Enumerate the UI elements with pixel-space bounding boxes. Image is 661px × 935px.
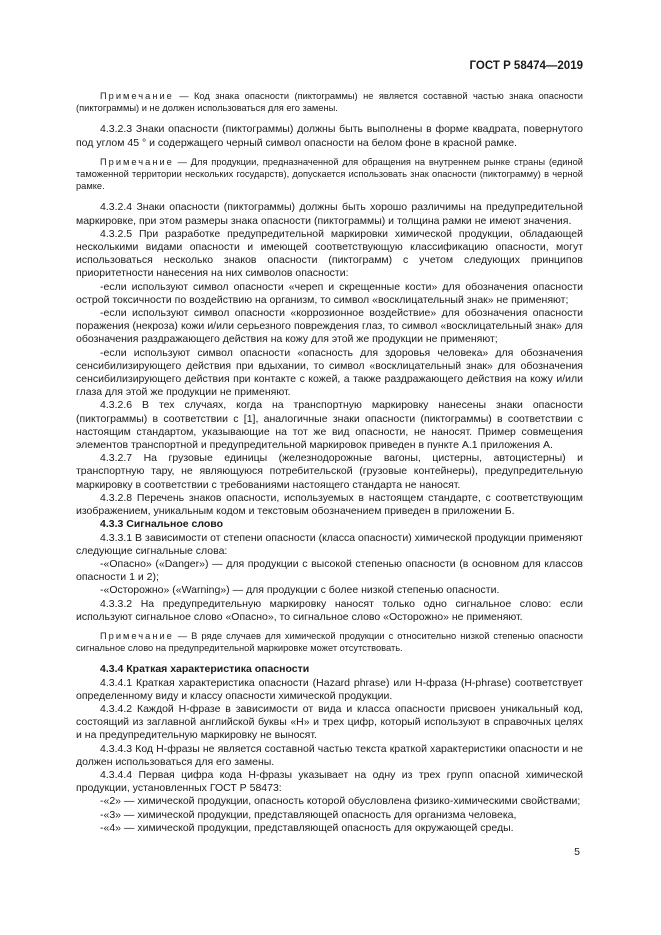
list-item-text: если используют символ опасности «коррозионное воздействие» для обозначения опасности поражения (некроза) кожи и/или серьезного повреждения глаз, то символ «восклицательный знак» для обозначения раздражающего действия на кожу для этой же продукции не применяют; (76, 307, 583, 346)
list-item-text: «4» — химической продукции, представляющей опасность для окружающей среды. (103, 821, 514, 834)
dash-marker: - (100, 346, 104, 359)
dash-marker: - (100, 821, 104, 834)
clause-4-3-4-3: 4.3.4.3 Код Н-фразы не является составной частью текста краткой характеристики опасности и не должен использоваться для его замены. (76, 742, 583, 768)
list-item (76, 822, 583, 835)
list-item (76, 347, 583, 400)
note-text: — В ряде случаев для химической продукции с относительно низкой степенью опасности сигнальное слово на предупредительной маркировке может отсутствовать. (76, 630, 583, 654)
list-item-text: «Осторожно» («Warning») — для продукции с более низкой степенью опасности. (103, 584, 500, 597)
list-item (76, 584, 583, 597)
list-item (76, 307, 583, 347)
list-item-text: если используют символ опасности «опасность для здоровья человека» для обозначения сенсибилизирующего действия при вдыхании, то символ «восклицательный знак» для обозначения сенсибилизирующего действия при контакте с кожей, а также раздражающего действия на кожу и/или глаза для этой же продукции не применяют. (76, 346, 583, 399)
clause-4-3-4-1: 4.3.4.1 Краткая характеристика опасности (Hazard phrase) или Н-фраза (H-phrase) соответствует определенному виду и классу опасности химической продукции. (76, 676, 583, 702)
clause-4-3-3-2: 4.3.3.2 На предупредительную маркировку наносят только одно сигнальное слово: если используют сигнальное слово «Опасно», то сигнальное слово «Осторожно» не применяют. (76, 597, 583, 623)
section-heading-4-3-4: 4.3.4 Краткая характеристика опасности (100, 663, 310, 676)
note-pictogram-code (76, 90, 583, 114)
clause-4-3-2-7: 4.3.2.7 На грузовые единицы (железнодорожные вагоны, цистерны, автоцистерны) и транспортную тару, не являющуюся потребительской (грузовые контейнеры), предупредительную маркировку в соответствии с требованиями настоящего стандарта не наносят. (76, 452, 583, 491)
dash-marker: - (100, 557, 104, 570)
dash-marker: - (100, 795, 104, 808)
list-item (76, 795, 583, 808)
dash-marker: - (100, 307, 104, 320)
document-body (76, 90, 583, 835)
list-item-text: «3» — химической продукции, представляющей опасность для организма человека, (103, 808, 517, 821)
clause-4-3-4-2: 4.3.4.2 Каждой Н-фразе в зависимости от вида и класса опасности присвоен уникальный код, состоящий из заглавной английской буквы «Н» и трех цифр, который используют в справочных целях и на предупредительную маркировку не выносят. (76, 702, 583, 742)
clause-4-3-2-4: 4.3.2.4 Знаки опасности (пиктограммы) должны быть хорошо различимы на предупредительной маркировке, при этом размеры знака опасности (пиктограммы) и толщина рамки не имеют значения. (76, 201, 583, 227)
dash-marker: - (100, 584, 104, 597)
clause-4-3-2-6: 4.3.2.6 В тех случаях, когда на транспортную маркировку нанесены знаки опасности (пиктограммы) в соответствии с [1], аналогичные знаки опасности (пиктограммы) в соответствии с настоящим стандартом, указывающие на тот же вид опасности, не наносят. Пример совмещения элементов транспортной и предупредительной маркировок приведен в пункте А.1 приложения А. (76, 399, 583, 452)
list-item (76, 281, 583, 307)
note-signal-word (76, 630, 583, 654)
note-black-frame (76, 156, 583, 193)
note-label: Примечание (100, 156, 174, 167)
dash-marker: - (100, 808, 104, 821)
list-item-text: «2» — химической продукции, опасность которой обусловлена физико-химическими свойствами; (103, 795, 581, 808)
note-text: — Для продукции, предназначенной для обращения на внутреннем рынке страны (единой таможенной территории нескольких государств), допускается использовать знак опасности (пиктограмму) в черной рамке. (76, 156, 583, 192)
note-text: — Код знака опасности (пиктограммы) не является составной частью знака опасности (пиктограммы) и не должен использоваться для его замены. (76, 91, 583, 114)
clause-4-3-3-1: 4.3.3.1 В зависимости от степени опасности (класса опасности) химической продукции применяют следующие сигнальные слова: (76, 531, 583, 557)
note-label: Примечание (100, 630, 174, 641)
note-label: Примечание (100, 91, 174, 101)
section-heading-4-3-3: 4.3.3 Сигнальное слово (100, 518, 224, 531)
list-item-text: «Опасно» («Danger») — для продукции с высокой степенью опасности (в основном для классов опасности 1 и 2); (76, 557, 583, 584)
clause-4-3-2-8: 4.3.2.8 Перечень знаков опасности, используемых в настоящем стандарте, с соответствующим изображением, уникальным кодом и текстовым обозначением приведен в приложении Б. (76, 491, 583, 518)
list-item (76, 809, 583, 822)
dash-marker: - (100, 280, 104, 293)
clause-4-3-2-3: 4.3.2.3 Знаки опасности (пиктограммы) должны быть выполнены в форме квадрата, повернутого под углом 45 ° и содержащего черный символ опасности на белом фоне в красной рамке. (76, 123, 583, 149)
clause-4-3-4-4: 4.3.4.4 Первая цифра кода Н-фразы указывает на одну из трех групп опасной химической продукции, установленных ГОСТ Р 58473: (76, 768, 583, 795)
list-item-text: если используют символ опасности «череп и скрещенные кости» для обозначения опасности острой токсичности по воздействию на организм, то символ «восклицательный знак» не применяют; (76, 280, 583, 306)
page-number: 5 (574, 846, 580, 858)
standard-header: ГОСТ Р 58474—2019 (469, 60, 583, 72)
clause-4-3-2-5: 4.3.2.5 При разработке предупредительной маркировки химической продукции, обладающей несколькими видами опасности и имеющей соответствующую классификацию опасности, могут использоваться несколько знаков опасности (пиктограмм) с учетом следующих принципов приоритетности нанесения на них символов опасности: (76, 227, 583, 280)
list-item (76, 558, 583, 584)
